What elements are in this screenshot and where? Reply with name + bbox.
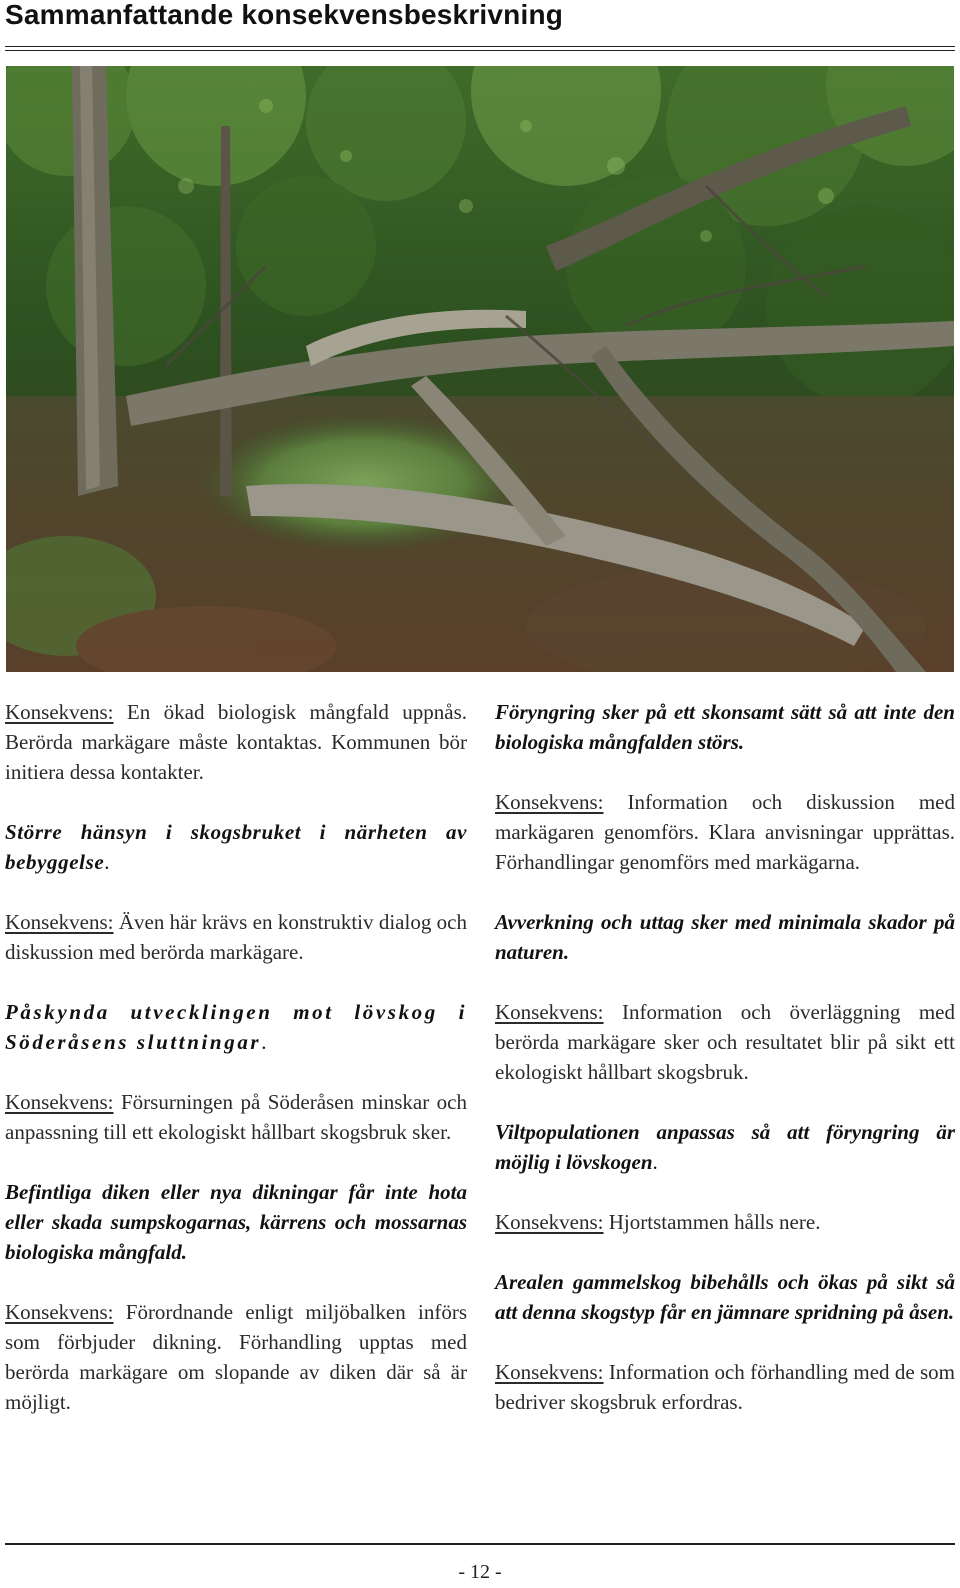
consequence-paragraph bbox=[5, 697, 467, 787]
consequence-text: Hjortstammen hålls nere. bbox=[603, 1210, 821, 1234]
measure-heading: Avverkning och uttag sker med minimala skador på naturen. bbox=[495, 910, 955, 964]
measure-heading-tail: . bbox=[261, 1030, 267, 1054]
consequence-text: Information och diskussion med markägaren genomförs. Klara anvisningar upprättas. Förhandlingar genomförs med markägarna. bbox=[495, 790, 955, 874]
right-column bbox=[495, 697, 955, 1417]
consequence-text: Information och förhandling med de som bedriver skogsbruk erfordras. bbox=[495, 1360, 955, 1414]
consequence-text: En ökad biologisk mångfald uppnås. Berörda markägare måste kontaktas. Kommunen bör initiera dessa kontakter. bbox=[5, 700, 467, 784]
consequence-paragraph bbox=[495, 787, 955, 877]
measure-heading bbox=[5, 997, 467, 1057]
consequence-label: Konsekvens: bbox=[5, 1300, 114, 1324]
measure-heading: Befintliga diken eller nya dikningar får inte hota eller skada sumpskogarnas, kärrens och mossarnas biologiska mångfald. bbox=[5, 1180, 467, 1264]
consequence-text: Information och överläggning med berörda markägare sker och resultatet blir på sikt ett ekologiskt hållbart skogsbruk. bbox=[495, 1000, 955, 1084]
forest-photo bbox=[6, 66, 954, 672]
footer-rule bbox=[5, 1543, 955, 1545]
consequence-label: Konsekvens: bbox=[495, 1000, 604, 1024]
consequence-paragraph bbox=[495, 1207, 955, 1237]
consequence-label: Konsekvens: bbox=[495, 790, 604, 814]
measure-heading-tail: . bbox=[652, 1150, 658, 1174]
consequence-paragraph bbox=[5, 1297, 467, 1417]
consequence-paragraph bbox=[495, 997, 955, 1087]
consequence-text: Även här krävs en konstruktiv dialog och diskussion med berörda markägare. bbox=[5, 910, 467, 964]
measure-heading bbox=[495, 1117, 955, 1177]
consequence-label: Konsekvens: bbox=[5, 910, 114, 934]
measure-heading-text: Större hänsyn i skogsbruket i närheten av bebyggelse bbox=[5, 820, 467, 874]
measure-heading-text: Viltpopulationen anpassas så att föryngring är möjlig i lövskogen bbox=[495, 1120, 955, 1174]
measure-heading: Föryngring sker på ett skonsamt sätt så att inte den biologiska mångfalden störs. bbox=[495, 700, 955, 754]
consequence-paragraph bbox=[5, 907, 467, 967]
page-title: Sammanfattande konsekvensbeskrivning bbox=[5, 0, 564, 30]
page-number: - 12 - bbox=[458, 1561, 502, 1583]
header-rule bbox=[5, 46, 955, 51]
consequence-label: Konsekvens: bbox=[5, 700, 114, 724]
consequence-label: Konsekvens: bbox=[495, 1210, 604, 1234]
measure-heading-text: Påskynda utvecklingen mot lövskog i Söderåsens sluttningar bbox=[5, 1000, 467, 1054]
measure-heading-tail: . bbox=[104, 850, 111, 874]
left-column bbox=[5, 697, 467, 1417]
consequence-paragraph bbox=[5, 1087, 467, 1147]
consequence-label: Konsekvens: bbox=[495, 1360, 604, 1384]
consequence-text: Förordnande enligt miljöbalken införs som förbjuder dikning. Förhandling upptas med berörda markägare om slopande av diken där så är möjligt. bbox=[5, 1300, 467, 1414]
consequence-paragraph bbox=[495, 1357, 955, 1417]
consequence-label: Konsekvens: bbox=[5, 1090, 114, 1114]
consequence-text: Försurningen på Söderåsen minskar och anpassning till ett ekologiskt hållbart skogsbruk sker. bbox=[5, 1090, 467, 1144]
measure-heading bbox=[5, 817, 467, 877]
measure-heading: Arealen gammelskog bibehålls och ökas på sikt så att denna skogstyp får en jämnare spridning på åsen. bbox=[495, 1270, 955, 1324]
